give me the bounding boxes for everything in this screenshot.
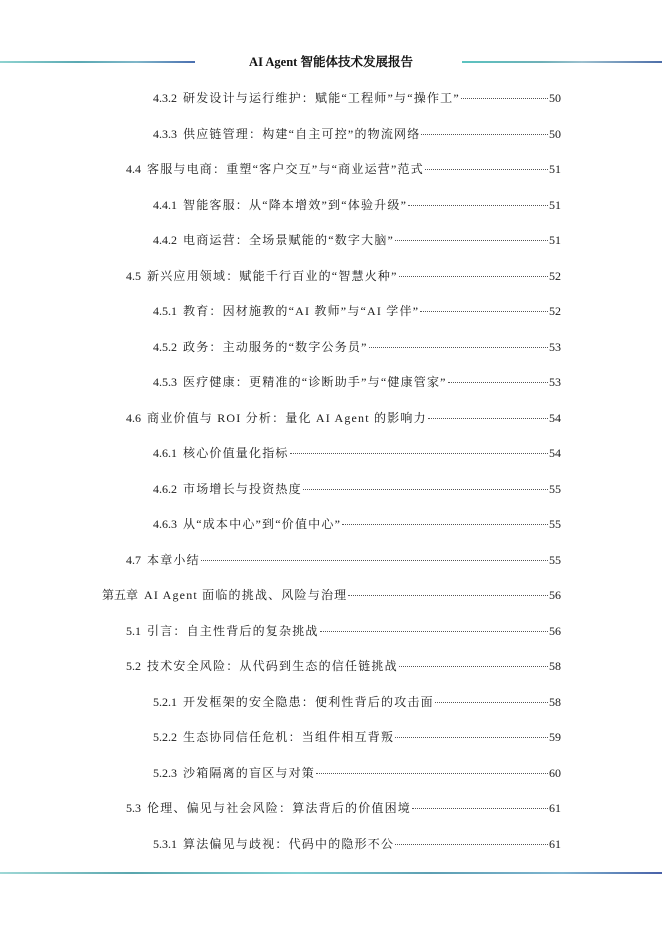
toc-entry-title: 商业价值与 ROI 分析：量化 AI Agent 的影响力 xyxy=(147,410,427,425)
toc-entry[interactable] xyxy=(153,445,561,461)
toc-entry-title: 本章小结 xyxy=(147,552,200,567)
toc-entry-page: 50 xyxy=(549,91,561,105)
toc-entry-page: 54 xyxy=(549,446,561,460)
toc-entry-number: 5.2.3 xyxy=(153,765,177,780)
dot-leader xyxy=(316,773,548,774)
toc-entry-page: 51 xyxy=(549,162,561,176)
toc-entry-page: 55 xyxy=(549,552,561,567)
toc-entry-number: 5.2.1 xyxy=(153,694,177,709)
toc-entry-number: 5.3.1 xyxy=(153,836,177,851)
toc-entry-number: 4.5.1 xyxy=(153,304,177,318)
dot-leader xyxy=(420,311,548,312)
toc-entry-title: 政务：主动服务的“数字公务员” xyxy=(183,339,368,354)
dot-leader xyxy=(395,844,548,845)
toc-entry-title: 算法偏见与歧视：代码中的隐形不公 xyxy=(183,836,395,851)
toc-entry-title: AI Agent 面临的挑战、风险与治理 xyxy=(144,588,348,602)
dot-leader xyxy=(461,98,548,99)
toc-entry-title: 客服与电商：重塑“客户交互”与“商业运营”范式 xyxy=(147,162,424,176)
toc-entry-page: 50 xyxy=(549,126,561,141)
toc-entry[interactable] xyxy=(126,623,561,639)
toc-entry-number: 4.6 xyxy=(126,410,141,425)
dot-leader xyxy=(448,382,548,383)
toc-entry-number: 4.4.2 xyxy=(153,233,177,247)
toc-entry-number: 4.4 xyxy=(126,162,141,176)
toc-entry[interactable] xyxy=(126,658,561,674)
toc-entry-page: 56 xyxy=(549,623,561,638)
toc-entry-title: 开发框架的安全隐患：便利性背后的攻击面 xyxy=(183,694,434,709)
toc-entry-number: 5.2.2 xyxy=(153,730,177,744)
dot-leader xyxy=(399,276,548,277)
toc-entry-page: 53 xyxy=(549,339,561,354)
toc-entry[interactable] xyxy=(126,268,561,284)
dot-leader xyxy=(395,737,548,738)
toc-entry-page: 52 xyxy=(549,268,561,283)
toc-entry-number: 5.1 xyxy=(126,623,141,638)
toc-entry-title: 市场增长与投资热度 xyxy=(183,481,302,496)
toc-entry-title: 技术安全风险：从代码到生态的信任链挑战 xyxy=(147,659,398,673)
toc-entry[interactable] xyxy=(153,516,561,532)
footer-rule xyxy=(0,872,662,874)
toc-entry-page: 51 xyxy=(549,197,561,212)
toc-entry-page: 60 xyxy=(549,765,561,780)
toc-entry-page: 58 xyxy=(549,694,561,709)
toc-entry-title: 新兴应用领域：赋能千行百业的“智慧火种” xyxy=(147,268,398,283)
toc-entry-page: 55 xyxy=(549,517,561,531)
dot-leader xyxy=(201,560,548,561)
header-rule-right xyxy=(462,61,662,63)
dot-leader xyxy=(435,702,548,703)
toc-entry[interactable] xyxy=(153,303,561,319)
dot-leader xyxy=(290,453,548,454)
dot-leader xyxy=(320,631,548,632)
toc-entry-number: 4.5.3 xyxy=(153,375,177,389)
dot-leader xyxy=(412,808,548,809)
toc-entry[interactable] xyxy=(126,161,561,177)
toc-entry-number: 4.6.1 xyxy=(153,446,177,460)
toc-entry[interactable] xyxy=(153,729,561,745)
toc-entry-page: 53 xyxy=(549,375,561,389)
toc-entry-number: 4.4.1 xyxy=(153,197,177,212)
toc-entry-title: 伦理、偏见与社会风险：算法背后的价值困境 xyxy=(147,801,412,815)
toc-entry-page: 61 xyxy=(549,836,561,851)
toc-entry[interactable] xyxy=(153,90,561,106)
dot-leader xyxy=(428,418,548,419)
toc-entry-number: 5.3 xyxy=(126,801,141,815)
toc-entry-title: 电商运营：全场景赋能的“数字大脑” xyxy=(183,233,395,247)
toc-entry[interactable] xyxy=(153,339,561,355)
toc-entry[interactable] xyxy=(153,694,561,710)
toc-entry[interactable] xyxy=(153,374,561,390)
toc-entry-page: 52 xyxy=(549,304,561,318)
toc-entry-page: 55 xyxy=(549,481,561,496)
toc-entry[interactable] xyxy=(153,232,561,248)
header-title: AI Agent 智能体技术发展报告 xyxy=(249,55,413,69)
toc-entry[interactable] xyxy=(126,410,561,426)
toc-entry-title: 研发设计与运行维护：赋能“工程师”与“操作工” xyxy=(183,91,460,105)
toc-entry-page: 56 xyxy=(549,588,561,602)
toc-entry[interactable] xyxy=(102,587,561,603)
toc-entry-number: 4.6.3 xyxy=(153,517,177,531)
toc-entry-page: 59 xyxy=(549,730,561,744)
toc-entry-title: 沙箱隔离的盲区与对策 xyxy=(183,765,316,780)
toc-entry-number: 4.6.2 xyxy=(153,481,177,496)
toc-entry-title: 智能客服：从“降本增效”到“体验升级” xyxy=(183,197,408,212)
dot-leader xyxy=(369,347,548,348)
toc-entry[interactable] xyxy=(153,836,561,852)
toc-entry-page: 61 xyxy=(549,801,561,815)
dot-leader xyxy=(408,205,548,206)
toc-entry-title: 引言：自主性背后的复杂挑战 xyxy=(147,623,319,638)
dot-leader xyxy=(342,524,548,525)
toc-entry[interactable] xyxy=(126,800,561,816)
dot-leader xyxy=(425,169,548,170)
dot-leader xyxy=(303,489,548,490)
dot-leader xyxy=(399,666,548,667)
toc-entry-number: 第五章 xyxy=(102,588,139,602)
dot-leader xyxy=(395,240,548,241)
toc-entry[interactable] xyxy=(126,552,561,568)
toc-entry-number: 4.7 xyxy=(126,552,141,567)
toc-entry-title: 医疗健康：更精准的“诊断助手”与“健康管家” xyxy=(183,375,447,389)
toc-entry[interactable] xyxy=(153,481,561,497)
toc-entry-title: 核心价值量化指标 xyxy=(183,446,289,460)
toc-entry-page: 58 xyxy=(549,659,561,673)
toc-entry-title: 生态协同信任危机：当组件相互背叛 xyxy=(183,730,395,744)
toc-entry[interactable] xyxy=(153,197,561,213)
toc-entry-page: 51 xyxy=(549,233,561,247)
toc-entry[interactable] xyxy=(153,126,561,142)
toc-entry-number: 4.3.3 xyxy=(153,126,177,141)
toc-entry-page: 54 xyxy=(549,410,561,425)
toc-entry-number: 4.5.2 xyxy=(153,339,177,354)
toc-entry-number: 4.5 xyxy=(126,268,141,283)
toc-entry-title: 从“成本中心”到“价值中心” xyxy=(183,517,342,531)
toc-entry-number: 5.2 xyxy=(126,659,141,673)
toc-entry-number: 4.3.2 xyxy=(153,91,177,105)
toc-entry-title: 教育：因材施教的“AI 教师”与“AI 学伴” xyxy=(183,304,420,318)
toc-entry[interactable] xyxy=(153,765,561,781)
dot-leader xyxy=(348,595,548,596)
toc-entry-title: 供应链管理：构建“自主可控”的物流网络 xyxy=(183,126,421,141)
dot-leader xyxy=(421,134,548,135)
